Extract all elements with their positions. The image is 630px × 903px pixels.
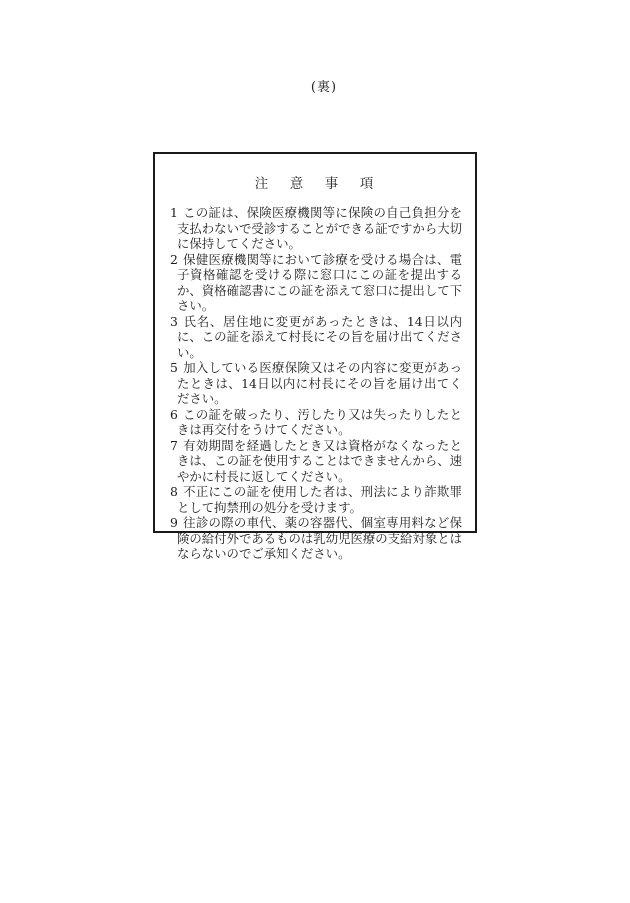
notice-item-text: 不正にこの証を使用した者は、刑法により詐欺罪として拘禁刑の処分を受けます。 bbox=[177, 484, 462, 515]
notice-title: 注 意 事 項 bbox=[254, 176, 378, 192]
notice-item bbox=[170, 438, 462, 485]
notice-box bbox=[153, 152, 477, 561]
notice-item-text: この証は、保険医療機関等に保険の自己負担分を支払わないで受診することができる証ですから大切に保持してください。 bbox=[177, 205, 462, 251]
notice-item bbox=[170, 360, 462, 407]
notice-item-text: この証を破ったり、汚したり又は失ったりしたときは再交付をうけてください。 bbox=[177, 406, 462, 437]
notice-list bbox=[170, 205, 462, 562]
notice-item-text: 有効期間を経過したとき又は資格がなくなったときは、この証を使用することはできませんから、速やかに村長に返してください。 bbox=[177, 437, 462, 484]
notice-item-number: 6 bbox=[170, 406, 178, 422]
notice-item-number: 7 bbox=[170, 437, 178, 453]
notice-item-number: 5 bbox=[170, 360, 178, 375]
notice-item-text: 加入している医療保険又はその内容に変更があったときは、14日以内に村長にその旨を届け出てください。 bbox=[177, 360, 462, 406]
notice-item-number: 1 bbox=[170, 205, 178, 220]
notice-item-number: 3 bbox=[170, 313, 178, 329]
notice-item bbox=[170, 205, 462, 252]
notice-item-number: 9 bbox=[170, 515, 178, 530]
notice-item bbox=[170, 252, 462, 314]
notice-item-number: 2 bbox=[170, 251, 178, 267]
notice-item bbox=[170, 314, 462, 361]
notice-item bbox=[170, 407, 462, 438]
notice-item-text: 往診の際の車代、薬の容器代、個室専用料など保険の給付外であるものは乳幼児医療の支給対象とはならないのでご承知ください。 bbox=[177, 515, 462, 561]
page-side-label: (裏) bbox=[310, 80, 338, 95]
notice-item bbox=[170, 484, 462, 515]
notice-item-number: 8 bbox=[170, 484, 178, 499]
notice-item bbox=[170, 515, 462, 562]
notice-item-text: 保健医療機関等において診療を受ける場合は、電子資格確認を受ける際に窓口にこの証を提出するか、資格確認書にこの証を添えて窓口に提出して下さい。 bbox=[177, 251, 462, 313]
notice-item-text: 氏名、居住地に変更があったときは、14日以内に、この証を添えて村長にその旨を届け出てください。 bbox=[177, 313, 462, 360]
